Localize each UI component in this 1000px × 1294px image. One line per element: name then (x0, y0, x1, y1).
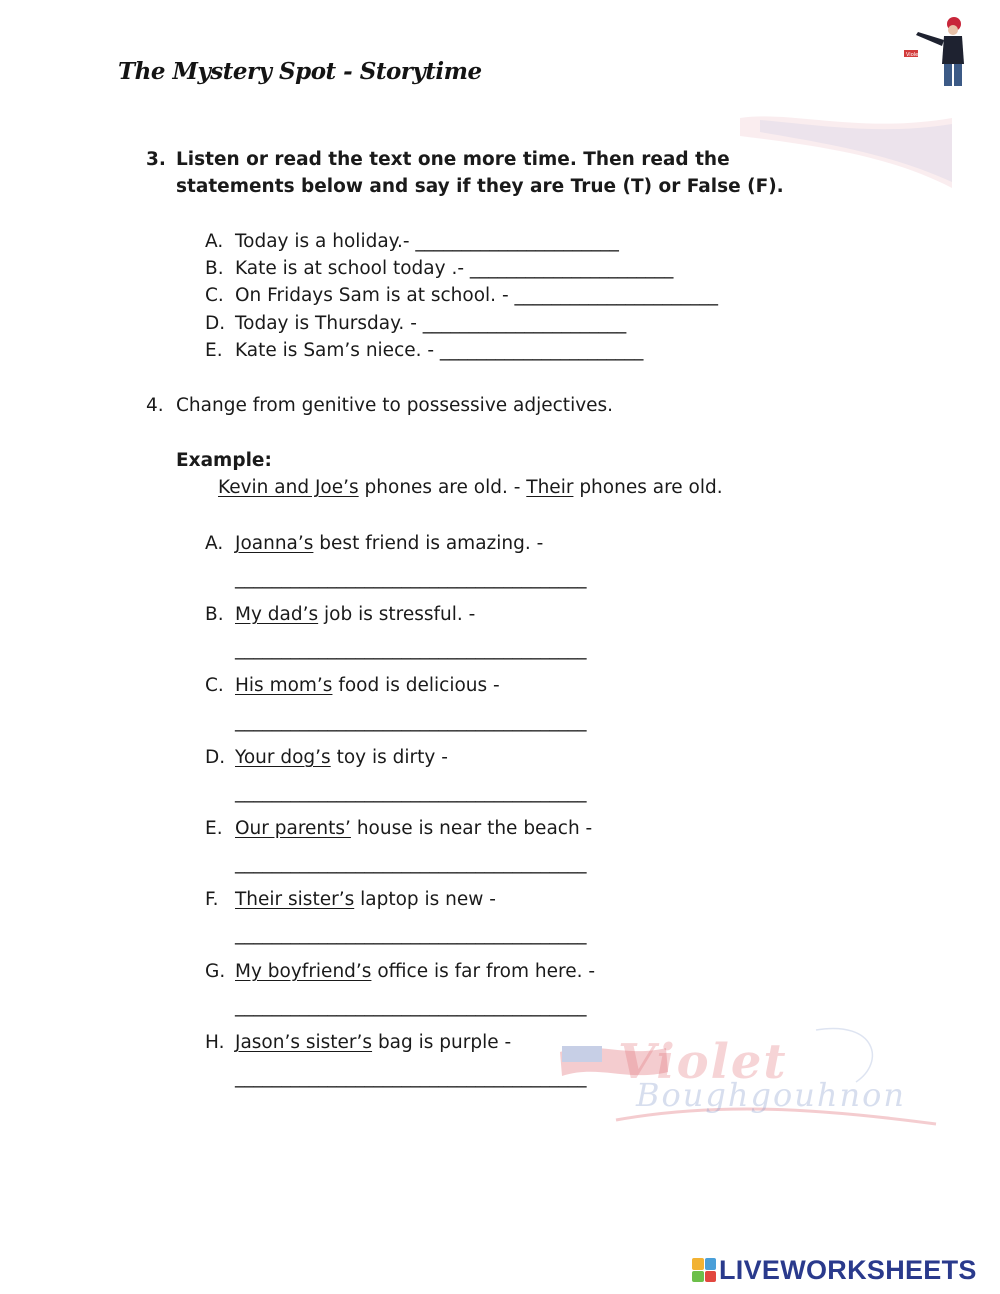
ex4-item-g (235, 960, 595, 984)
ex3-item-letter: E. (205, 340, 223, 361)
ex4-item-underlined: My dad’s (235, 604, 319, 625)
answer-blank-b[interactable]: ______________________________________ (235, 639, 587, 660)
answer-blank-d[interactable]: ______________________________________ (235, 782, 587, 803)
ex4-item-rest: bag is purple - (372, 1032, 512, 1053)
example-subject: Kevin and Joe’s (218, 477, 359, 498)
ex4-item-underlined: Joanna’s (235, 533, 314, 554)
answer-blank-f[interactable]: ______________________________________ (235, 924, 587, 945)
ex4-item-letter: H. (205, 1032, 225, 1053)
ex4-item-letter: A. (205, 533, 224, 554)
ex3-item-c[interactable]: On Fridays Sam is at school. - ______________________ (235, 285, 718, 306)
liveworksheets-logo-icon (692, 1258, 716, 1282)
ex4-item-underlined: Their sister’s (235, 889, 355, 910)
ex4-item-letter: G. (205, 961, 226, 982)
example-middle: phones are old. - (358, 477, 527, 498)
example-label: Example: (176, 450, 272, 471)
ex3-item-d[interactable]: Today is Thursday. - ______________________ (235, 313, 627, 334)
ex4-item-letter: B. (205, 604, 224, 625)
ex4-item-f (235, 888, 496, 912)
ex4-item-rest: office is far from here. - (371, 961, 596, 982)
ex4-item-underlined: Your dog’s (235, 747, 331, 768)
answer-blank-a[interactable]: ______________________________________ (235, 568, 587, 589)
liveworksheets-logo[interactable] (692, 1254, 977, 1286)
ex4-item-rest: laptop is new - (354, 889, 496, 910)
ex4-item-letter: E. (205, 818, 223, 839)
exercise3-instruction-line2: statements below and say if they are True (T) or False (F). (176, 176, 784, 197)
ex3-item-e[interactable]: Kate is Sam’s niece. - ______________________ (235, 340, 644, 361)
exercise3-number: 3. (146, 149, 166, 170)
ex4-item-letter: F. (205, 889, 219, 910)
ex3-item-letter: B. (205, 258, 224, 279)
exercise3-instruction-line1: Listen or read the text one more time. Then read the (176, 149, 730, 170)
ex4-item-d (235, 746, 448, 770)
ex3-item-b[interactable]: Kate is at school today .- ______________________ (235, 258, 674, 279)
ex4-item-c (235, 674, 500, 698)
answer-blank-c[interactable]: ______________________________________ (235, 711, 587, 732)
example-sentence (218, 476, 723, 500)
ex3-item-letter: A. (205, 231, 224, 252)
watermark-name: Violet (618, 1034, 788, 1090)
answer-blank-g[interactable]: ______________________________________ (235, 996, 587, 1017)
ex4-item-underlined: My boyfriend’s (235, 961, 372, 982)
worksheet-title: The Mystery Spot - Storytime (118, 58, 482, 85)
ex4-item-rest: toy is dirty - (330, 747, 448, 768)
answer-blank-e[interactable]: ______________________________________ (235, 853, 587, 874)
ex4-item-b (235, 603, 475, 627)
ex4-item-rest: house is near the beach - (350, 818, 593, 839)
exercise4-instruction: Change from genitive to possessive adjectives. (176, 395, 614, 416)
ex4-item-a (235, 532, 543, 556)
answer-blank-h[interactable]: ______________________________________ (235, 1067, 587, 1088)
brand-name: LIVEWORKSHEETS (719, 1254, 977, 1285)
ex4-item-rest: food is delicious - (332, 675, 500, 696)
ex4-item-underlined: Jason’s sister’s (235, 1032, 373, 1053)
svg-text:Violet: Violet (906, 52, 921, 58)
ex4-item-underlined: His mom’s (235, 675, 333, 696)
ex4-item-letter: C. (205, 675, 224, 696)
ex4-item-underlined: Our parents’ (235, 818, 351, 839)
example-answer: Their (526, 477, 574, 498)
ex3-item-a[interactable]: Today is a holiday.- ______________________ (235, 231, 619, 252)
ex4-item-h (235, 1031, 511, 1055)
ex3-item-letter: C. (205, 285, 224, 306)
ex4-item-rest: best friend is amazing. - (313, 533, 544, 554)
author-photo-icon (898, 14, 970, 90)
ex4-item-e (235, 817, 592, 841)
ex3-item-letter: D. (205, 313, 226, 334)
watermark-surname: Boughgouhnon (636, 1076, 906, 1114)
ex4-item-rest: job is stressful. - (318, 604, 476, 625)
example-end: phones are old. (573, 477, 723, 498)
ex4-item-letter: D. (205, 747, 226, 768)
exercise4-number: 4. (146, 395, 164, 416)
